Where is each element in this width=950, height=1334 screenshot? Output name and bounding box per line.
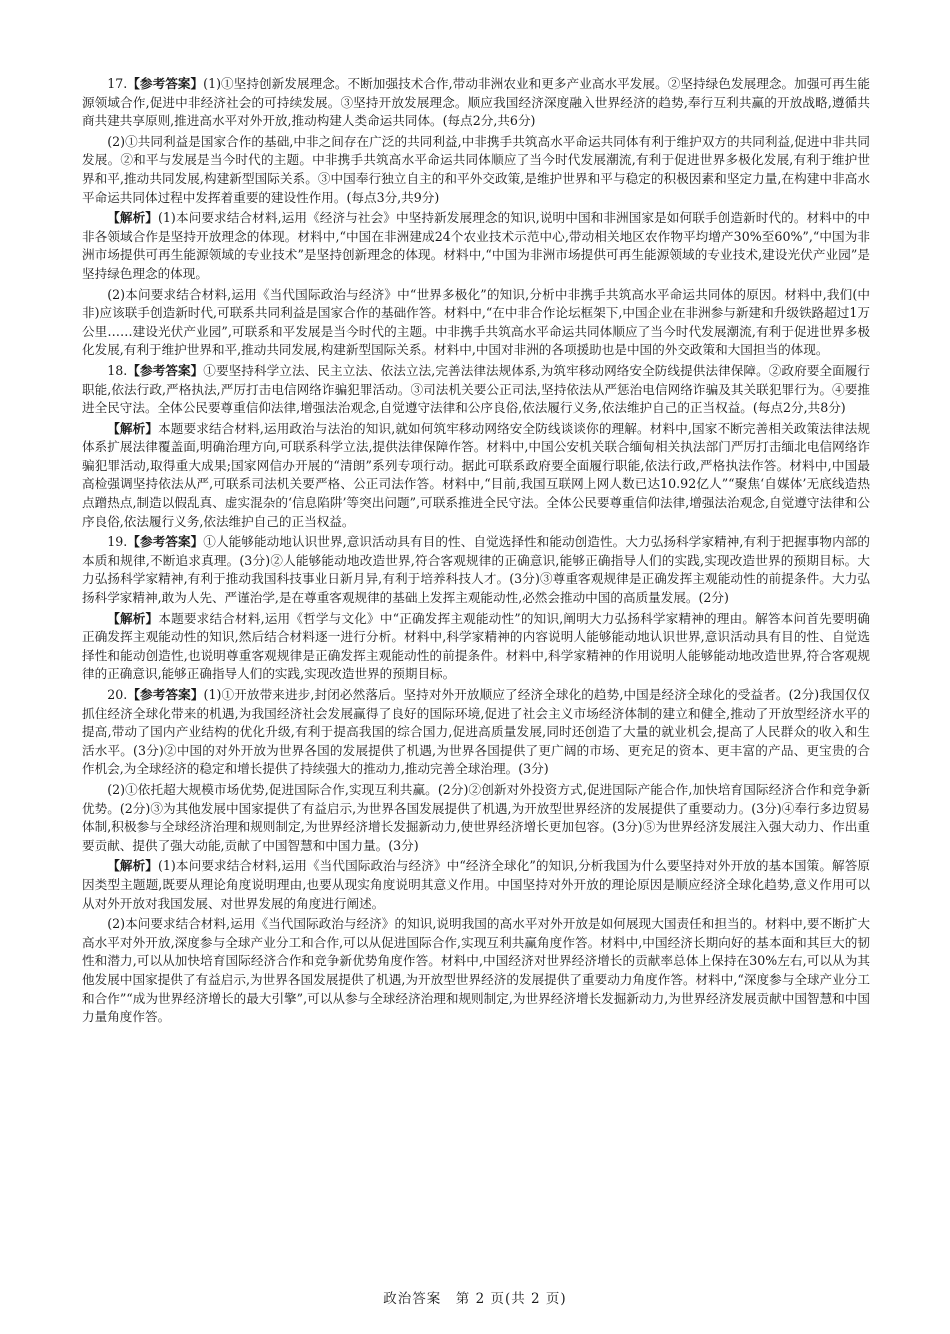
answer-tag: 【参考答案】 [127,76,204,91]
page-footer: 政治答案 第 2 页(共 2 页) [383,1291,567,1307]
analysis-tag: 【解析】 [107,858,158,874]
paragraph-text: (2)①共同利益是国家合作的基础,中非之间存在广泛的共同利益,中非携手共筑高水平命运共同体有利于维护双方的共同利益,促进中非共同发展。②和平与发展是当今时代的主题。中非携手共筑高水平命运共同体顺应了当今时代发展潮流,有利于促进世界多极化发展,有利于维护世界和平,推动共同发展,构建新型国际关系。③中国奉行独立自主的和平外交政策,是维护世界和平与稳定的积极因素和坚定力量,在构建中非高水平命运共同体过程中发挥着重要的建设性作用。(每点3分,共9分) [82,133,870,205]
q20-answer-part2 [82,781,870,855]
q19-answer [82,533,870,607]
paragraph-text: 本题要求结合材料,运用《哲学与文化》中“正确发挥主观能动性”的知识,阐明大力弘扬科学家精神的理由。解答本问首先要明确正确发挥主观能动性的知识,然后结合材料逐一进行分析。材料中,科学家精神的内容说明人能够能动地认识世界,意识活动具有目的性、自觉选择性和能动创造性,也说明尊重客观规律是正确发挥主观能动性的前提条件。材料中,科学家精神的作用说明人能够能动地改造世界,符合客观规律的正确意识,能够正确指导人们的实践,实现改造世界的预期目标。 [82,610,871,682]
q17-analysis [82,209,870,283]
question-number: 19. [107,534,128,550]
paragraph-text: (1)①开放带来进步,封闭必然落后。坚持对外开放顺应了经济全球化的趋势,中国是经济全球化的受益者。(2分)我国仅仅抓住经济全球化带来的机遇,为我国经济社会发展赢得了良好的国际环境,促进了社会主义市场经济体制的建立和健全,推动了开放型经济水平的提高,带动了国内产业结构的优化升级,有利于提高我国的综合国力,促进高质量发展,同时还创造了大量的就业机会,提高了人民群众的收入和生活水平。(3分)②中国的对外开放为世界各国的发展提供了机遇,为世界各国提供了更广阔的市场、更充足的资本、更丰富的产品、更宝贵的合作机会,为全球经济的稳定和增长提供了持续强大的推动力,推动完善全球治理。(3分) [82,687,871,777]
q17-answer [82,75,870,131]
analysis-tag: 【解析】 [107,420,159,436]
paragraph-text: (1)本问要求结合材料,运用《当代国际政治与经济》中“经济全球化”的知识,分析我国为什么要坚持对外开放的基本国策。解答原因类型主题题,既要从理论角度说明理由,也要从现实角度说明其意义作用。中国坚持对外开放的理论原因是顺应经济全球化趋势,意义作用可以从对外开放对我国发展、对世界发展的角度进行阐述。 [82,858,871,911]
paragraph-text: ①人能够能动地认识世界,意识活动具有目的性、自觉选择性和能动创造性。大力弘扬科学家精神,有利于把握事物内部的本质和规律,不断追求真理。(3分)②人能够能动地改造世界,符合客观规律的正确意识,能够正确指导人们的实践,实现改造世界的预期目标。大力弘扬科学家精神,有利于推动我国科技事业日新月异,有利于培养科技人才。(3分)③尊重客观规律是正确发挥主观能动性的前提条件。大力弘扬科学家精神,敢为人先、严谨治学,是在尊重客观规律的基础上发挥主观能动性,必然会推动中国的高质量发展。(2分) [82,534,871,606]
paragraph-text: (1)本问要求结合材料,运用《经济与社会》中坚持新发展理念的知识,说明中国和非洲国家是如何联手创造新时代的。材料中的中非各领域合作是坚持开放理念的体现。材料中,“中国在非洲建成24个农业技术示范中心,带动相关地区农作物平均增产30%至60%”,“中国为非洲市场提供可再生能源领域的专业技术”是坚持创新理念的体现。材料中,“中国为非洲市场提供可再生能源领域的专业技术,建设光伏产业园”是坚持绿色理念的体现。 [82,210,870,281]
paragraph-text: ①要坚持科学立法、民主立法、依法立法,完善法律法规体系,为筑牢移动网络安全防线提供法律保障。②政府要全面履行职能,依法行政,严格执法,严厉打击电信网络诈骗犯罪活动。③司法机关要公正司法,坚持依法从严惩治电信网络诈骗及其关联犯罪行为。④要推进全民守法。全体公民要尊重信仰法律,增强法治观念,自觉遵守法律和公序良俗,依法履行义务,依法维护自己的正当权益。(每点2分,共8分) [82,362,871,416]
q18-answer [82,362,870,418]
question-number: 20. [107,687,128,702]
answer-tag: 【参考答案】 [127,362,204,378]
analysis-tag: 【解析】 [107,610,159,626]
q17-answer-part2 [82,133,870,207]
q19-analysis [82,610,870,684]
paragraph-text: (2)①依托超大规模市场优势,促进国际合作,实现互利共赢。(2分)②创新对外投资方式,促进国际产能合作,加快培育国际经济合作和竞争新优势。(2分)③为其他发展中国家提供了有益启示,为世界各国发展提供了机遇,为开放型世界经济的发展提供了重要动力。(3分)④奉行多边贸易体制,积极参与全球经济治理和规则制定,为世界经济增长发掘新动力,使世界经济增长更加包容。(3分)⑤为世界经济发展注入强大动力、作出重要贡献、提供了强大动能,贡献了中国智慧和中国力量。(3分) [82,781,870,853]
paragraph-text: (2)本问要求结合材料,运用《当代国际政治与经济》中“世界多极化”的知识,分析中非携手共筑高水平命运共同体的原因。材料中,我们(中非)应该联手创造新时代,可联系共同利益是国家合作的基础作答。材料中,“在中非合作论坛框架下,中国企业在非洲参与新建和升级铁路超过1万公里……建设光伏产业园”,可联系和平发展是当今时代的主题。中非携手共筑高水平命运共同体顺应了当今时代发展潮流,有利于促进世界多极化发展,有利于维护世界和平,推动共同发展,构建新型国际关系。材料中,中国对非洲的各项援助也是中国的外交政策和大国担当的体现。 [82,286,870,358]
q20-analysis-part2 [82,915,870,1027]
answer-tag: 【参考答案】 [127,534,204,550]
paragraph-text: 本题要求结合材料,运用政治与法治的知识,就如何筑牢移动网络安全防线谈谈你的理解。材料中,国家不断完善相关政策法律法规体系扩展法律覆盖面,明确治理方向,可联系科学立法,提供法律保障作答。材料中,中国公安机关联合缅甸相关执法部门严厉打击缅北电信网络诈骗犯罪活动,取得重大成果;国家网信办开展的“清朗”系列专项行动。据此可联系政府要全面履行职能,依法行政,严格执法作答。材料中,中国最高检强调坚持依法从严,可联系司法机关要严格、公正司法作答。材料中,“目前,我国互联网上网人数已达10.92亿人”“聚焦‘自媒体’无底线造热点蹭热点,制造以假乱真、虚实混杂的‘信息陷阱’等突出问题”,可联系推进全民守法。全体公民要尊重信仰法律,增强法治观念,自觉遵守法律和公序良俗,依法履行义务,依法维护自己的正当权益。 [82,420,871,529]
paragraph-text: (2)本问要求结合材料,运用《当代国际政治与经济》的知识,说明我国的高水平对外开放是如何展现大国责任和担当的。材料中,要不断扩大高水平对外开放,深度参与全球产业分工和合作,可以从促进国际合作,实现互利共赢角度作答。材料中,中国经济长期向好的基本面和其巨大的韧性和潜力,可以从加快培育国际经济合作和竞争新优势角度作答。材料中,中国经济对世界经济增长的贡献率总体上保持在30%左右,可以从为其他发展中国家提供了有益启示,为世界各国发展提供了机遇,为开放型世界经济的发展提供了重要动力角度作答。材料中,“深度参与全球产业分工和合作”“成为世界经济增长的最大引擎”,可以从参与全球经济治理和规则制定,为世界经济增长发掘新动力,为世界经济发展贡献中国智慧和中国力量角度作答。 [82,916,870,1025]
analysis-tag: 【解析】 [107,210,158,226]
question-number: 18. [107,362,128,378]
question-number: 17. [107,76,128,91]
answer-tag: 【参考答案】 [127,687,204,702]
q17-analysis-part2 [82,286,870,360]
paragraph-text: (1)①坚持创新发展理念。不断加强技术合作,带动非洲农业和更多产业高水平发展。②坚持绿色发展理念。加强可再生能源领域合作,促进中非经济社会的可持续发展。③坚持开放发展理念。顺应我国经济深度融入世界经济的趋势,奉行互利共赢的开放战略,遵循共商共建共享原则,推进高水平对外开放,推动构建人类命运共同体。(每点2分,共6分) [82,76,871,129]
q18-analysis [82,420,870,532]
q20-answer [82,686,870,779]
q20-analysis [82,857,870,913]
answer-content [82,75,870,1027]
